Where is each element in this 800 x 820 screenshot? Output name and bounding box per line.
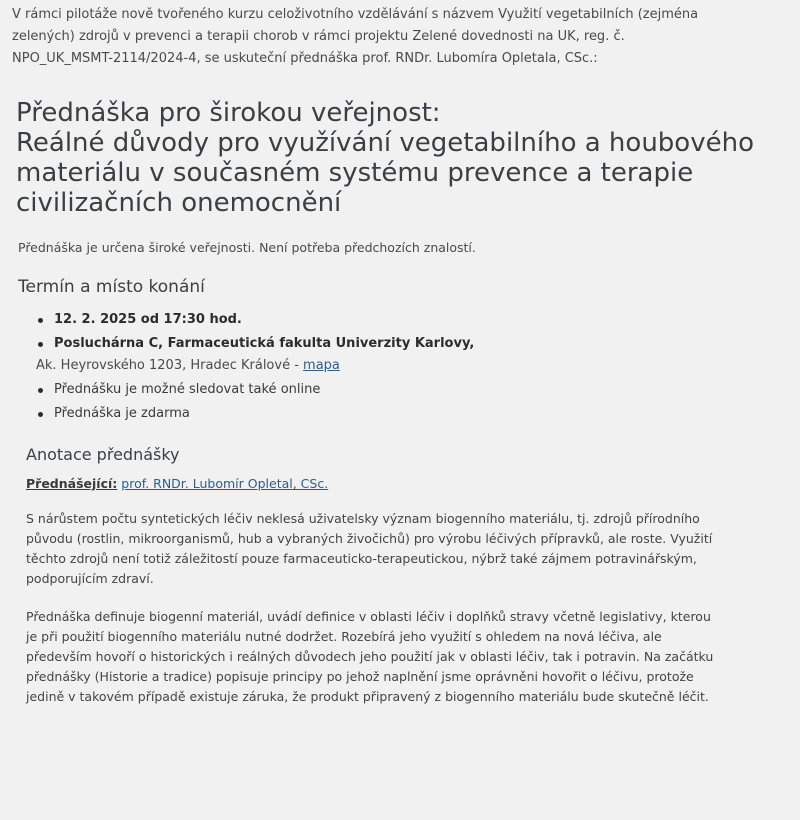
paragraph-line: především hovoří o historických i reálných důvodech jeho použití jak v oblasti léčiv, tak i potravin. Na začátku [26,649,714,664]
lecturer [26,476,786,491]
audience-note: Přednáška je určena široké veřejnosti. Není potřeba předchozích znalostí. [18,240,476,255]
title-line: materiálu v současném systému prevence a terapie [16,158,694,188]
paragraph-line: jedině v takovém případě existuje záruka, že produkt připravený z biogenního materiálu bude skutečně léčit. [26,689,709,704]
venue-heading: Termín a místo konání [18,277,205,297]
intro-line: NPO_UK_MSMT-2114/2024-4, se uskuteční přednáška prof. RNDr. Lubomíra Opletala, CSc.: [12,51,598,66]
paragraph-line: je při použití biogenního materiálu nutné dodržet. Rozebírá jeho využití s ohledem na nová léčiva, ale [26,629,662,644]
title-line: Přednáška pro širokou veřejnost: [16,98,441,128]
intro-text [12,4,772,70]
list-item-place [36,333,786,377]
venue-list [12,309,786,425]
event-date: 12. 2. 2025 od 17:30 hod. [54,312,242,327]
list-item-free [36,403,786,425]
list-item-date [36,309,786,331]
paragraph-line: S nárůstem počtu syntetických léčiv neklesá uživatelsky význam biogenního materiálu, tj. zdrojů přírodního [26,511,700,526]
annotation-paragraph-2 [26,607,786,707]
event-place: Posluchárna C, Farmaceutická fakulta Univerzity Karlovy, [54,336,475,351]
title-line: civilizačních onemocnění [16,188,342,218]
event-address [36,355,786,377]
paragraph-line: přednášky (Historie a tradice) popisuje principy po jehož naplnění jsme oprávněni hovořit o léčivu, protože [26,669,694,684]
list-item-online [36,379,786,401]
lecturer-link[interactable]: prof. RNDr. Lubomír Opletal, CSc. [121,476,329,491]
page-title [16,98,786,218]
intro-line: zelených) zdrojů v prevenci a terapii chorob v rámci projektu Zelené dovednosti na UK, reg. č. [12,29,625,44]
online-note: Přednášku je možné sledovat také online [54,382,321,397]
free-note: Přednáška je zdarma [54,406,190,421]
lecturer-label: Přednášející: [26,476,118,491]
paragraph-line: těchto zdrojů není totiž záležitostí pouze farmaceuticko-terapeutickou, nýbrž také zájmem potravinářským, [26,551,697,566]
paragraph-line: původu (rostlin, mikroorganismů, hub a vybraných živočichů) pro výrobu léčivých přípravků, ale roste. Využití [26,531,713,546]
map-link[interactable]: mapa [303,358,340,373]
address-text: Ak. Heyrovského 1203, Hradec Králové - [36,358,304,373]
annotation-paragraph-1 [26,509,786,589]
intro-line: V rámci pilotáže nově tvořeného kurzu celoživotního vzdělávání s názvem Využití vegetabilních (zejména [12,7,699,22]
title-line: Reálné důvody pro využívání vegetabilního a houbového [16,128,754,158]
paragraph-line: podporujícím zdraví. [26,571,154,586]
paragraph-line: Přednáška definuje biogenní materiál, uvádí definice v oblasti léčiv i doplňků stravy včetně legislativy, kterou [26,609,711,624]
annotation-heading: Anotace přednášky [26,445,180,464]
